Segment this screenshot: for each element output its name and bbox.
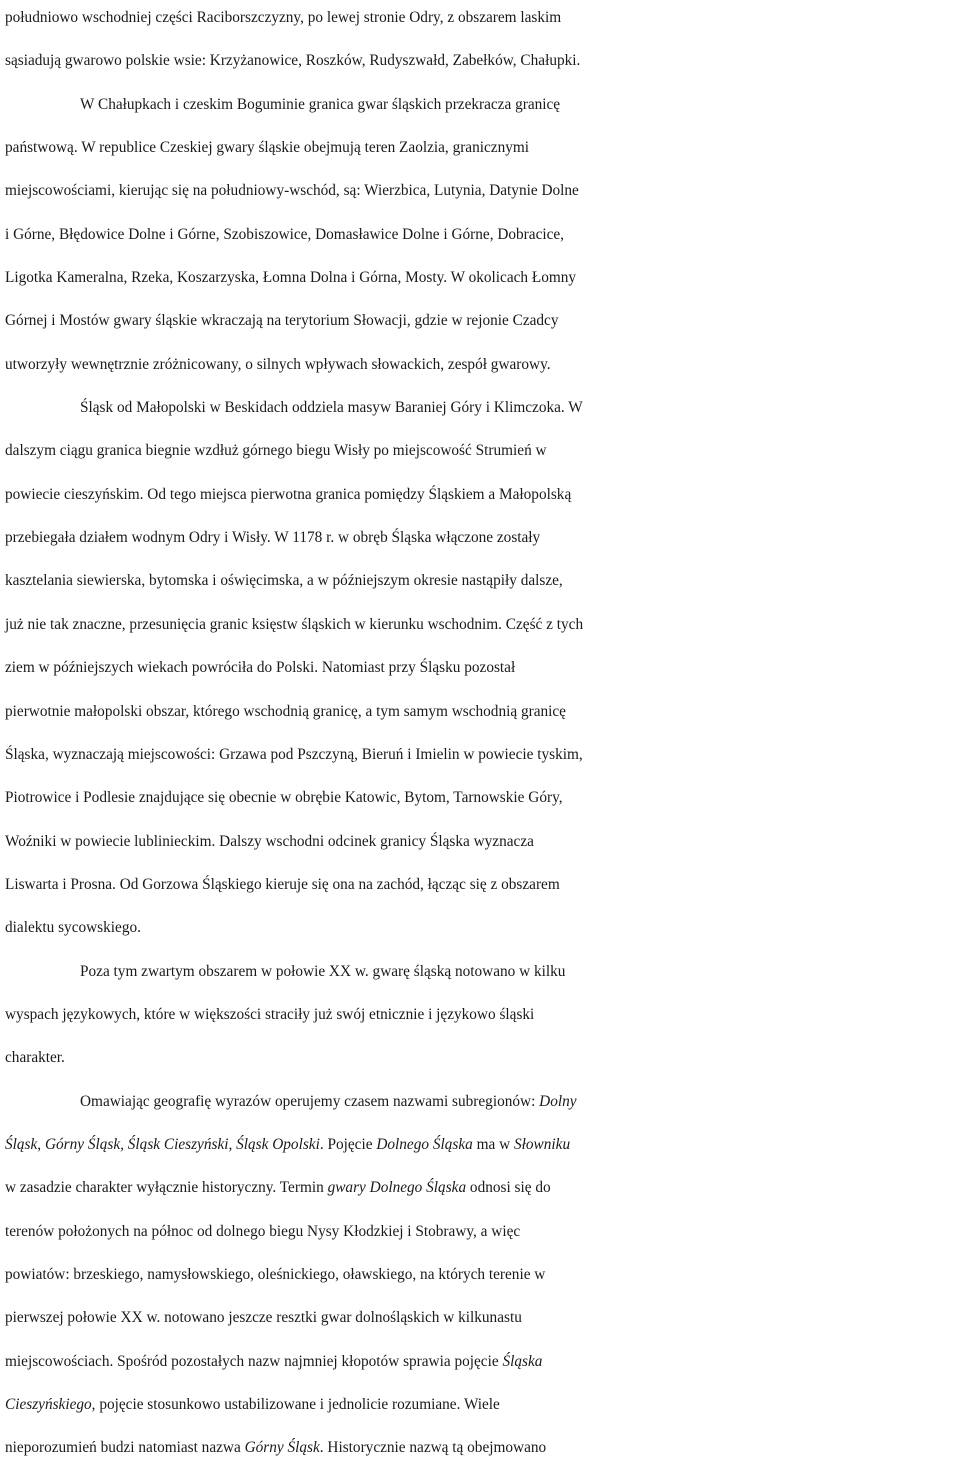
document-page xyxy=(5,0,960,1470)
text-line xyxy=(5,863,960,906)
italic-term: Górny Śląsk xyxy=(244,1439,320,1457)
text-segment: terenów położonych na północ od dolnego biegu Nysy Kłodzkiej i Stobrawy, a więc xyxy=(5,1222,521,1240)
text-line xyxy=(5,1210,960,1253)
text-segment: W Chałupkach i czeskim Boguminie granica gwar śląskich przekracza granicę xyxy=(80,95,561,113)
text-segment: , pojęcie stosunkowo ustabilizowane i jednolicie rozumiane. Wiele xyxy=(91,1396,500,1413)
text-line xyxy=(5,820,960,863)
text-segment: dalszym ciągu granica biegnie wzdłuż górnego biegu Wisły po miejscowość Strumień w xyxy=(5,442,547,460)
text-segment: Śląsk od Małopolski w Beskidach oddziela masyw Baraniej Góry i Klimczoka. W xyxy=(80,399,583,417)
italic-term: Słowniku xyxy=(514,1135,571,1153)
text-line xyxy=(5,213,960,256)
text-line xyxy=(5,39,960,82)
italic-term: Śląsk, Górny Śląsk, Śląsk Cieszyński, Śląsk Opolski xyxy=(5,1135,320,1153)
text-segment: wyspach językowych, które w większości straciły już swój etnicznie i językowo śląski xyxy=(5,1005,535,1023)
text-segment: dialektu sycowskiego. xyxy=(5,919,141,937)
text-line xyxy=(5,1253,960,1296)
text-segment: południowo wschodniej części Raciborszczyzny, po lewej stronie Odry, z obszarem laskim xyxy=(5,9,562,26)
text-line xyxy=(5,516,960,559)
text-line xyxy=(5,993,960,1036)
text-line xyxy=(5,646,960,689)
text-segment: ma w xyxy=(472,1135,514,1153)
text-line xyxy=(5,126,960,169)
text-line xyxy=(5,429,960,472)
text-segment: Poza tym zwartym obszarem w połowie XX w. gwarę śląską notowano w kilku xyxy=(80,962,566,980)
text-line xyxy=(5,169,960,212)
text-line xyxy=(5,1426,960,1469)
text-line xyxy=(5,559,960,602)
text-line xyxy=(5,0,960,39)
text-line xyxy=(5,733,960,776)
text-segment: ziem w późniejszych wiekach powróciła do Polski. Natomiast przy Śląsku pozostał xyxy=(5,659,516,677)
text-line xyxy=(5,950,960,993)
text-line xyxy=(5,256,960,299)
text-segment: miejscowościach. Spośród pozostałych nazw najmniej kłopotów sprawia pojęcie xyxy=(5,1352,503,1370)
text-segment: pierwotnie małopolski obszar, którego wschodnią granicę, a tym samym wschodnią granicę xyxy=(5,702,566,720)
text-segment: w zasadzie charakter wyłącznie historyczny. Termin xyxy=(5,1179,328,1197)
text-segment: . Historycznie nazwą tą obejmowano xyxy=(319,1439,547,1457)
text-segment: i Górne, Błędowice Dolne i Górne, Szobiszowice, Domasławice Dolne i Górne, Dobracice, xyxy=(5,225,565,243)
text-line xyxy=(5,690,960,733)
text-segment: utworzyły wewnętrznie zróżnicowany, o silnych wpływach słowackich, zespół gwarowy. xyxy=(5,355,551,373)
text-segment: Górnej i Mostów gwary śląskie wkraczają na terytorium Słowacji, gdzie w rejonie Czadcy xyxy=(5,312,559,330)
text-line xyxy=(5,473,960,516)
text-segment: Omawiając geografię wyrazów operujemy czasem nazwami subregionów: xyxy=(80,1092,540,1110)
italic-term: Cieszyńskiego xyxy=(5,1396,92,1413)
text-line xyxy=(5,299,960,342)
text-segment: . Pojęcie xyxy=(319,1135,377,1153)
text-line xyxy=(5,603,960,646)
text-line xyxy=(5,1383,960,1426)
text-segment: Woźniki w powiecie lublinieckim. Dalszy wschodni odcinek granicy Śląska wyznacza xyxy=(5,832,534,850)
text-segment: miejscowościami, kierując się na południowy-wschód, są: Wierzbica, Lutynia, Datynie Dolne xyxy=(5,182,579,200)
italic-term: gwary Dolnego Śląska xyxy=(327,1179,467,1197)
text-segment: pierwszej połowie XX w. notowano jeszcze resztki gwar dolnośląskich w kilkunastu xyxy=(5,1309,522,1327)
text-line xyxy=(5,343,960,386)
text-line xyxy=(5,1340,960,1383)
text-segment: nieporozumień budzi natomiast nazwa xyxy=(5,1439,245,1457)
text-segment: Ligotka Kameralna, Rzeka, Koszarzyska, Łomna Dolna i Górna, Mosty. W okolicach Łomny xyxy=(5,269,577,287)
text-segment: państwową. W republice Czeskiej gwary śląskie obejmują teren Zaolzia, granicznymi xyxy=(5,139,530,157)
text-line xyxy=(5,1080,960,1123)
italic-term: Dolnego Śląska xyxy=(376,1135,473,1153)
italic-term: Dolny xyxy=(539,1092,577,1110)
text-segment: powiecie cieszyńskim. Od tego miejsca pierwotna granica pomiędzy Śląskiem a Małopolską xyxy=(5,485,572,503)
text-line xyxy=(5,1296,960,1339)
text-segment: Śląska, wyznaczają miejscowości: Grzawa pod Pszczyną, Bieruń i Imielin w powiecie tyskim, xyxy=(5,745,583,763)
text-line xyxy=(5,1036,960,1079)
text-line xyxy=(5,906,960,949)
text-segment: Liswarta i Prosna. Od Gorzowa Śląskiego kieruje się ona na zachód, łącząc się z obszarem xyxy=(5,875,560,893)
italic-term: Śląska xyxy=(502,1352,543,1370)
text-segment: odnosi się do xyxy=(466,1179,551,1197)
text-segment: przebiegała działem wodnym Odry i Wisły. W 1178 r. w obręb Śląska włączone zostały xyxy=(5,529,541,547)
text-line xyxy=(5,776,960,819)
text-line xyxy=(5,1123,960,1166)
text-line xyxy=(5,1166,960,1209)
text-line xyxy=(5,386,960,429)
text-segment: Piotrowice i Podlesie znajdujące się obecnie w obrębie Katowic, Bytom, Tarnowskie Góry, xyxy=(5,789,563,807)
text-segment: charakter. xyxy=(5,1049,65,1067)
text-segment: już nie tak znaczne, przesunięcia granic księstw śląskich w kierunku wschodnim. Część z tych xyxy=(5,615,584,633)
text-segment: sąsiadują gwarowo polskie wsie: Krzyżanowice, Roszków, Rudyszwałd, Zabełków, Chałupki. xyxy=(5,52,581,70)
text-segment: powiatów: brzeskiego, namysłowskiego, oleśnickiego, oławskiego, na których terenie w xyxy=(5,1265,546,1283)
text-line xyxy=(5,83,960,126)
text-segment: kasztelania siewierska, bytomska i oświęcimska, a w późniejszym okresie nastąpiły dalsze, xyxy=(5,572,563,590)
